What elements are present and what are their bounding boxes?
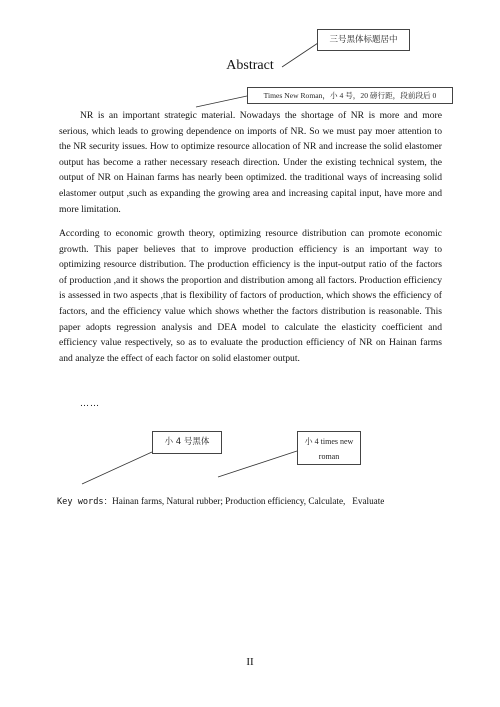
page-number: II (246, 656, 254, 668)
keyword-label-format-note (152, 431, 222, 454)
ellipsis-marker: …… (80, 398, 100, 408)
abstract-paragraph-2: According to economic growth theory, optimizing resource distribution can promote economic growth. This paper believes that to improve production efficiency is an important way to optimizing resource distribution. The production efficiency is the input-output ratio of the factors of production ,and it shows the proportion and distribution among all factors. Production efficiency is assessed in two aspects ,that is flexibility of factors of production, which shows the efficiency of factors, and the efficiency value which shows whether the factors distribution is reasonable. This paper adopts regression analysis and DEA model to calculate the elasticity coefficient and efficiency value respectively, so as to evaluate the production efficiency of NR on Hainan farms and analyze the effect of each factor on solid elastomer output. (59, 228, 442, 364)
keyword-text-leader (218, 451, 297, 477)
heading-format-note-text: 三号黑体标题居中 (329, 35, 398, 45)
abstract-title: Abstract (226, 58, 274, 73)
keyword-text-format-note (297, 431, 361, 465)
body-format-note-text: Times New Roman，小 4 号，20 磅行距，段前段后 0 (263, 91, 437, 100)
keyword-label-format-note-text: 小 4 号黑体 (164, 437, 210, 447)
heading-format-note (317, 29, 410, 51)
keywords-text: Hainan farms, Natural rubber; Production efficiency, Calculate, Evaluate (112, 496, 385, 506)
keyword-text-format-note-text: 小 4 times new roman (304, 437, 354, 461)
keyword-label-leader (82, 452, 152, 484)
keywords-line (57, 495, 384, 507)
body-note-leader (196, 96, 247, 107)
body-format-note (247, 87, 453, 104)
abstract-paragraph-1: NR is an important strategic material. Nowadays the shortage of NR is more and more serious, which leads to growing dependence on imports of NR. So we must pay moer attention to the NR security issues. How to optimize resource allocation of NR and increase the solid elastomer output has become a rather necessary reseach direction. Under the existing technical system, the output of NR on Hainan farms has nearly been optimized. the traditional ways of increasing solid elastomer output ,such as expanding the growing area and increasing capital input, have more and more limitation. (59, 110, 442, 215)
keywords-label: Key words： (57, 497, 113, 507)
